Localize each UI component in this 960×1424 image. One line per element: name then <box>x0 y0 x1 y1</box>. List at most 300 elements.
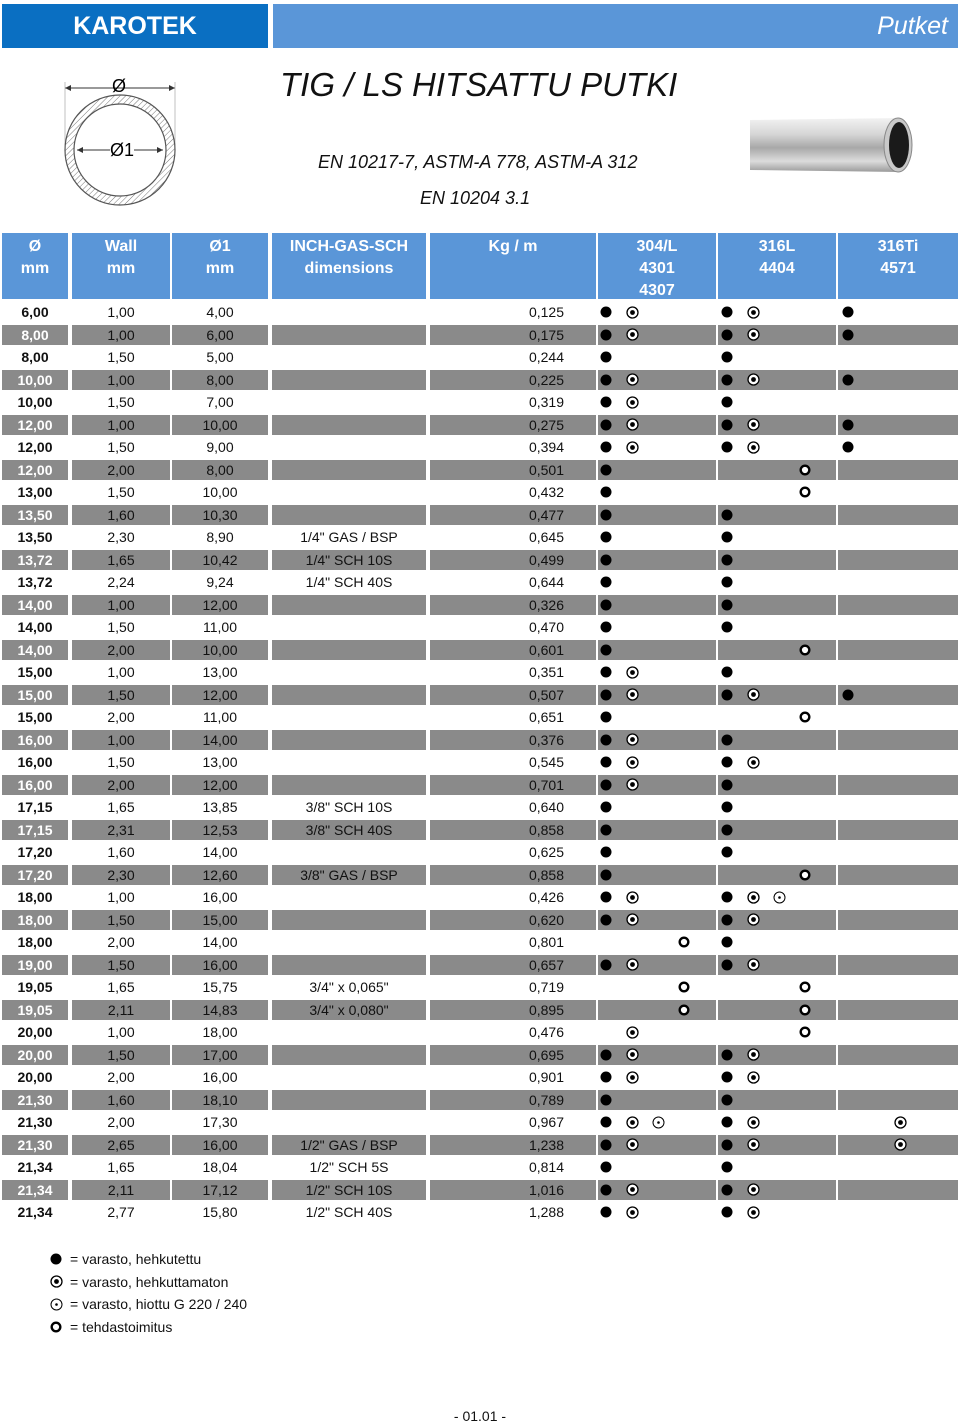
cell-kg: 0,620 <box>430 910 596 931</box>
annealed-stock-icon <box>719 507 735 523</box>
factory-delivery-icon <box>797 709 813 725</box>
table-row <box>0 437 960 460</box>
annealed-stock-icon <box>598 912 614 928</box>
grade-cell <box>838 955 958 976</box>
legend-item <box>48 1294 247 1314</box>
table-row <box>0 482 960 505</box>
table-row <box>0 1202 960 1225</box>
annealed-stock-icon <box>598 372 614 388</box>
unannealed-stock-icon <box>624 889 640 905</box>
legend-item <box>48 1317 172 1337</box>
grade-cell <box>838 617 958 638</box>
grade-cell <box>598 865 716 886</box>
grade-cell <box>838 932 958 953</box>
cell-inch <box>272 1090 426 1111</box>
cell-inch <box>272 775 426 796</box>
grade-cell <box>598 347 716 368</box>
cell-d: 12,00 <box>2 460 68 481</box>
grade-cell <box>718 1067 836 1088</box>
cell-d1: 10,30 <box>172 505 268 526</box>
cell-d: 18,00 <box>17 889 53 906</box>
column-header-line1: Ø1 <box>209 238 231 255</box>
grade-cell <box>718 550 836 571</box>
table-row <box>0 505 960 528</box>
cell-wall: 2,31 <box>72 820 170 841</box>
cell-wall: 2,00 <box>72 460 170 481</box>
grade-cell <box>598 775 716 796</box>
column-header <box>838 233 958 299</box>
unannealed-stock-icon <box>745 1204 761 1220</box>
cell-wall: 2,65 <box>72 1135 170 1156</box>
grade-cell <box>838 595 958 616</box>
column-header-line2: mm <box>106 260 136 277</box>
cell-d1: 18,00 <box>202 1024 238 1041</box>
unannealed-stock-icon <box>624 394 640 410</box>
annealed-stock-icon <box>598 462 614 478</box>
grade-cell <box>598 932 716 953</box>
unannealed-stock-icon <box>745 327 761 343</box>
standards-line-2: EN 10204 3.1 <box>420 188 531 208</box>
cell-wall: 1,65 <box>107 799 135 816</box>
unannealed-stock-icon <box>745 372 761 388</box>
cell-d: 18,00 <box>17 934 53 951</box>
annealed-stock-icon <box>598 327 614 343</box>
unannealed-stock-icon <box>624 1024 640 1040</box>
cell-kg: 0,426 <box>528 889 564 906</box>
grade-cell <box>718 685 836 706</box>
grade-cell <box>838 527 958 548</box>
annealed-stock-icon <box>598 957 614 973</box>
cell-inch <box>272 460 426 481</box>
annealed-stock-icon <box>48 1251 64 1267</box>
cell-inch <box>272 595 426 616</box>
table-row <box>0 347 960 370</box>
grade-cell <box>718 1180 836 1201</box>
cell-wall: 1,50 <box>107 439 135 456</box>
grade-cell <box>718 842 836 863</box>
column-header <box>430 233 596 299</box>
table-row <box>0 1090 960 1113</box>
cell-d: 19,05 <box>17 979 53 996</box>
cell-inch: 3/8" SCH 10S <box>305 799 393 816</box>
cell-d: 20,00 <box>17 1024 53 1041</box>
cell-wall: 2,30 <box>72 865 170 886</box>
table-row <box>0 370 960 393</box>
cell-kg: 1,016 <box>430 1180 596 1201</box>
grade-cell <box>838 1067 958 1088</box>
grade-cell <box>838 707 958 728</box>
annealed-stock-icon <box>598 439 614 455</box>
annealed-stock-icon <box>719 1047 735 1063</box>
cell-d: 15,00 <box>17 709 53 726</box>
grade-cell <box>598 662 716 683</box>
column-header-line3 <box>72 280 170 302</box>
cell-wall: 1,00 <box>107 1024 135 1041</box>
unannealed-stock-icon <box>624 372 640 388</box>
annealed-stock-icon <box>598 754 614 770</box>
grade-cell <box>718 752 836 773</box>
column-header-line2: mm <box>20 260 50 277</box>
grade-cell <box>718 437 836 458</box>
annealed-stock-icon <box>719 417 735 433</box>
annealed-stock-icon <box>719 1204 735 1220</box>
cell-kg: 0,125 <box>528 304 564 321</box>
pipe-photo <box>748 110 918 180</box>
cell-wall: 2,11 <box>72 1000 170 1021</box>
column-header-line2: 4301 <box>639 260 675 277</box>
cell-wall: 1,50 <box>107 349 135 366</box>
grade-cell <box>598 437 716 458</box>
cell-inch <box>272 640 426 661</box>
grade-cell <box>598 977 716 998</box>
grade-cell <box>598 370 716 391</box>
grade-cell <box>598 1067 716 1088</box>
cell-inch: 3/8" SCH 40S <box>272 820 426 841</box>
cell-kg: 0,701 <box>430 775 596 796</box>
cell-inch: 3/8" GAS / BSP <box>272 865 426 886</box>
grade-cell <box>718 572 836 593</box>
grade-cell <box>838 392 958 413</box>
cell-wall: 1,65 <box>107 1159 135 1176</box>
annealed-stock-icon <box>840 304 856 320</box>
factory-delivery-icon <box>797 462 813 478</box>
cell-d1: 10,00 <box>172 415 268 436</box>
grade-cell <box>718 370 836 391</box>
annealed-stock-icon <box>598 574 614 590</box>
grade-cell <box>598 1157 716 1178</box>
unannealed-stock-icon <box>624 664 640 680</box>
unannealed-stock-icon <box>745 687 761 703</box>
cell-d1: 7,00 <box>206 394 234 411</box>
grade-cell <box>718 505 836 526</box>
column-header-line2: 4571 <box>880 260 916 277</box>
cell-d1: 4,00 <box>206 304 234 321</box>
unannealed-stock-icon <box>624 304 640 320</box>
table-row <box>0 865 960 888</box>
table-row <box>0 1180 960 1203</box>
factory-delivery-icon <box>48 1319 64 1335</box>
cell-kg: 0,394 <box>528 439 564 456</box>
cell-d1: 16,00 <box>172 1135 268 1156</box>
factory-delivery-icon <box>797 642 813 658</box>
cell-inch: 1/4" GAS / BSP <box>300 529 398 546</box>
cell-d1: 10,00 <box>172 640 268 661</box>
grade-cell <box>598 1090 716 1111</box>
cell-d1: 14,00 <box>202 844 238 861</box>
column-header <box>272 233 426 299</box>
column-header-line3 <box>838 280 958 302</box>
grade-cell <box>598 797 716 818</box>
annealed-stock-icon <box>719 304 735 320</box>
cell-d1: 11,00 <box>203 619 237 636</box>
cell-wall: 2,30 <box>107 529 135 546</box>
cell-inch <box>272 302 426 323</box>
cell-d1: 14,00 <box>172 730 268 751</box>
unannealed-stock-icon <box>624 1204 640 1220</box>
cell-wall: 1,50 <box>107 619 135 636</box>
cell-inch <box>272 932 426 953</box>
table-row <box>0 775 960 798</box>
table-row <box>0 1022 960 1045</box>
grade-cell <box>838 1090 958 1111</box>
grade-cell <box>718 1202 836 1223</box>
cell-d1: 11,00 <box>203 709 237 726</box>
cell-d: 16,00 <box>17 754 53 771</box>
annealed-stock-icon <box>719 799 735 815</box>
grade-cell <box>838 1000 958 1021</box>
standards-line-1: EN 10217-7, ASTM-A 778, ASTM-A 312 <box>318 152 638 172</box>
unannealed-stock-icon <box>624 1069 640 1085</box>
cell-d: 17,20 <box>17 844 53 861</box>
cell-d1: 12,60 <box>172 865 268 886</box>
cell-d1: 18,04 <box>202 1159 238 1176</box>
annealed-stock-icon <box>719 1069 735 1085</box>
cell-wall: 2,00 <box>107 1069 135 1086</box>
table-row <box>0 797 960 820</box>
grade-cell <box>718 1000 836 1021</box>
factory-delivery-icon <box>797 484 813 500</box>
grade-cell <box>838 820 958 841</box>
grade-cell <box>718 1022 836 1043</box>
grade-cell <box>838 662 958 683</box>
cell-inch: 1/4" SCH 40S <box>305 574 393 591</box>
grade-cell <box>718 977 836 998</box>
annealed-stock-icon <box>598 664 614 680</box>
annealed-stock-icon <box>598 529 614 545</box>
grade-cell <box>718 1045 836 1066</box>
cell-inch <box>272 482 426 503</box>
cell-wall: 1,65 <box>107 979 135 996</box>
cell-d: 19,05 <box>2 1000 68 1021</box>
grade-cell <box>718 347 836 368</box>
table-row <box>0 415 960 438</box>
brand-label: KAROTEK <box>73 11 197 40</box>
cell-inch: 3/4" x 0,080" <box>272 1000 426 1021</box>
cell-d: 21,30 <box>17 1114 53 1131</box>
factory-delivery-icon <box>797 1024 813 1040</box>
cell-inch <box>272 617 426 638</box>
cell-wall: 1,65 <box>72 550 170 571</box>
annealed-stock-icon <box>840 327 856 343</box>
grade-cell <box>598 1180 716 1201</box>
table-row <box>0 685 960 708</box>
unannealed-stock-icon <box>624 912 640 928</box>
cell-d: 15,00 <box>2 685 68 706</box>
cell-d1: 6,00 <box>172 325 268 346</box>
cell-d: 12,00 <box>2 415 68 436</box>
cell-kg: 0,326 <box>430 595 596 616</box>
column-header <box>172 233 268 299</box>
grade-cell <box>838 685 958 706</box>
cell-d1: 12,00 <box>172 685 268 706</box>
unannealed-stock-icon <box>624 732 640 748</box>
cell-kg: 0,601 <box>430 640 596 661</box>
table-row <box>0 932 960 955</box>
annealed-stock-icon <box>598 732 614 748</box>
cell-d: 13,00 <box>17 484 53 501</box>
unannealed-stock-icon <box>624 777 640 793</box>
grade-cell <box>718 662 836 683</box>
cell-kg: 0,477 <box>430 505 596 526</box>
column-header-line3 <box>2 280 68 302</box>
table-row <box>0 1157 960 1180</box>
annealed-stock-icon <box>840 687 856 703</box>
cell-d: 13,72 <box>17 574 53 591</box>
cell-inch <box>272 887 426 908</box>
cell-wall: 1,50 <box>107 394 135 411</box>
factory-delivery-icon <box>797 1002 813 1018</box>
grade-cell <box>598 595 716 616</box>
grade-cell <box>598 1022 716 1043</box>
table-row <box>0 550 960 573</box>
page-number: - 01.01 - <box>453 1408 507 1424</box>
grade-cell <box>598 820 716 841</box>
cell-d: 16,00 <box>2 775 68 796</box>
grade-cell <box>718 482 836 503</box>
table-row <box>0 1067 960 1090</box>
table-row <box>0 572 960 595</box>
annealed-stock-icon <box>598 304 614 320</box>
grade-cell <box>838 730 958 751</box>
legend-text: = varasto, hehkutettu <box>70 1251 202 1267</box>
annealed-stock-icon <box>719 664 735 680</box>
cell-kg: 0,895 <box>430 1000 596 1021</box>
cell-wall: 1,50 <box>72 910 170 931</box>
cell-kg: 0,858 <box>430 865 596 886</box>
cell-kg: 0,644 <box>528 574 564 591</box>
grade-cell <box>718 932 836 953</box>
grade-cell <box>838 640 958 661</box>
annealed-stock-icon <box>719 822 735 838</box>
grade-cell <box>718 415 836 436</box>
factory-delivery-icon <box>797 979 813 995</box>
cell-inch <box>272 1045 426 1066</box>
cell-d1: 12,00 <box>172 595 268 616</box>
annealed-stock-icon <box>719 372 735 388</box>
cell-inch <box>272 325 426 346</box>
annealed-stock-icon <box>598 844 614 860</box>
legend-text: = varasto, hehkuttamaton <box>70 1273 229 1290</box>
grade-cell <box>598 842 716 863</box>
grade-cell <box>598 325 716 346</box>
unannealed-stock-icon <box>48 1274 64 1290</box>
cell-inch <box>272 505 426 526</box>
cell-d1: 12,00 <box>172 775 268 796</box>
grade-cell <box>718 707 836 728</box>
unannealed-stock-icon <box>745 754 761 770</box>
cell-d: 8,00 <box>2 325 68 346</box>
cell-inch <box>272 347 426 368</box>
annealed-stock-icon <box>719 1182 735 1198</box>
table-row <box>0 910 960 933</box>
annealed-stock-icon <box>598 349 614 365</box>
cell-kg: 0,625 <box>528 844 564 861</box>
table-row <box>0 1112 960 1135</box>
grade-cell <box>838 437 958 458</box>
grade-cell <box>598 482 716 503</box>
column-header-line2 <box>430 258 596 280</box>
column-header-line1: Ø <box>28 238 42 255</box>
grade-cell <box>718 460 836 481</box>
unannealed-stock-icon <box>624 1047 640 1063</box>
annealed-stock-icon <box>719 529 735 545</box>
cell-inch <box>272 707 426 728</box>
cell-inch <box>272 1112 426 1133</box>
grade-cell <box>718 910 836 931</box>
cell-d1: 8,00 <box>172 460 268 481</box>
cell-d1: 8,90 <box>206 529 234 546</box>
grade-cell <box>718 325 836 346</box>
cell-d: 17,15 <box>2 820 68 841</box>
cell-kg: 0,275 <box>430 415 596 436</box>
cell-wall: 1,60 <box>72 1090 170 1111</box>
column-header-line2: dimensions <box>304 260 394 277</box>
cell-d: 14,00 <box>2 640 68 661</box>
grade-cell <box>598 572 716 593</box>
cell-kg: 0,244 <box>528 349 564 366</box>
grade-cell <box>718 595 836 616</box>
cell-wall: 1,50 <box>107 754 135 771</box>
cell-wall: 1,00 <box>72 370 170 391</box>
column-header-line1: Kg / m <box>488 238 538 255</box>
unannealed-stock-icon <box>624 417 640 433</box>
annealed-stock-icon <box>598 484 614 500</box>
cell-wall: 2,77 <box>107 1204 135 1221</box>
grade-cell <box>718 820 836 841</box>
cell-kg: 0,651 <box>528 709 564 726</box>
grade-cell <box>598 460 716 481</box>
annealed-stock-icon <box>598 822 614 838</box>
cell-d: 14,00 <box>2 595 68 616</box>
column-header <box>72 233 170 299</box>
table-row <box>0 662 960 685</box>
grade-cell <box>598 1135 716 1156</box>
cell-kg: 0,657 <box>430 955 596 976</box>
cell-d: 13,72 <box>2 550 68 571</box>
cell-kg: 0,476 <box>528 1024 564 1041</box>
cell-kg: 1,238 <box>430 1135 596 1156</box>
annealed-stock-icon <box>598 1069 614 1085</box>
cell-inch <box>272 685 426 706</box>
cell-d: 13,50 <box>2 505 68 526</box>
grade-cell <box>838 775 958 796</box>
cell-kg: 0,789 <box>430 1090 596 1111</box>
grade-cell <box>838 797 958 818</box>
cell-d: 21,34 <box>17 1159 53 1176</box>
cell-kg: 0,640 <box>528 799 564 816</box>
cell-d1: 5,00 <box>206 349 234 366</box>
cell-kg: 0,507 <box>430 685 596 706</box>
inner-diameter-label: Ø1 <box>110 140 135 160</box>
cell-d1: 17,30 <box>202 1114 238 1131</box>
cell-wall: 2,00 <box>107 709 135 726</box>
cell-inch: 1/4" SCH 10S <box>272 550 426 571</box>
annealed-stock-icon <box>598 1114 614 1130</box>
grade-cell <box>838 460 958 481</box>
grade-cell <box>718 527 836 548</box>
grade-cell <box>838 752 958 773</box>
table-row <box>0 820 960 843</box>
cell-wall: 2,00 <box>72 640 170 661</box>
grade-cell <box>598 685 716 706</box>
table-row <box>0 527 960 550</box>
cell-d: 15,00 <box>17 664 53 681</box>
cell-kg: 0,175 <box>430 325 596 346</box>
grade-cell <box>838 505 958 526</box>
unannealed-stock-icon <box>624 327 640 343</box>
grade-cell <box>838 1202 958 1223</box>
annealed-stock-icon <box>598 1204 614 1220</box>
